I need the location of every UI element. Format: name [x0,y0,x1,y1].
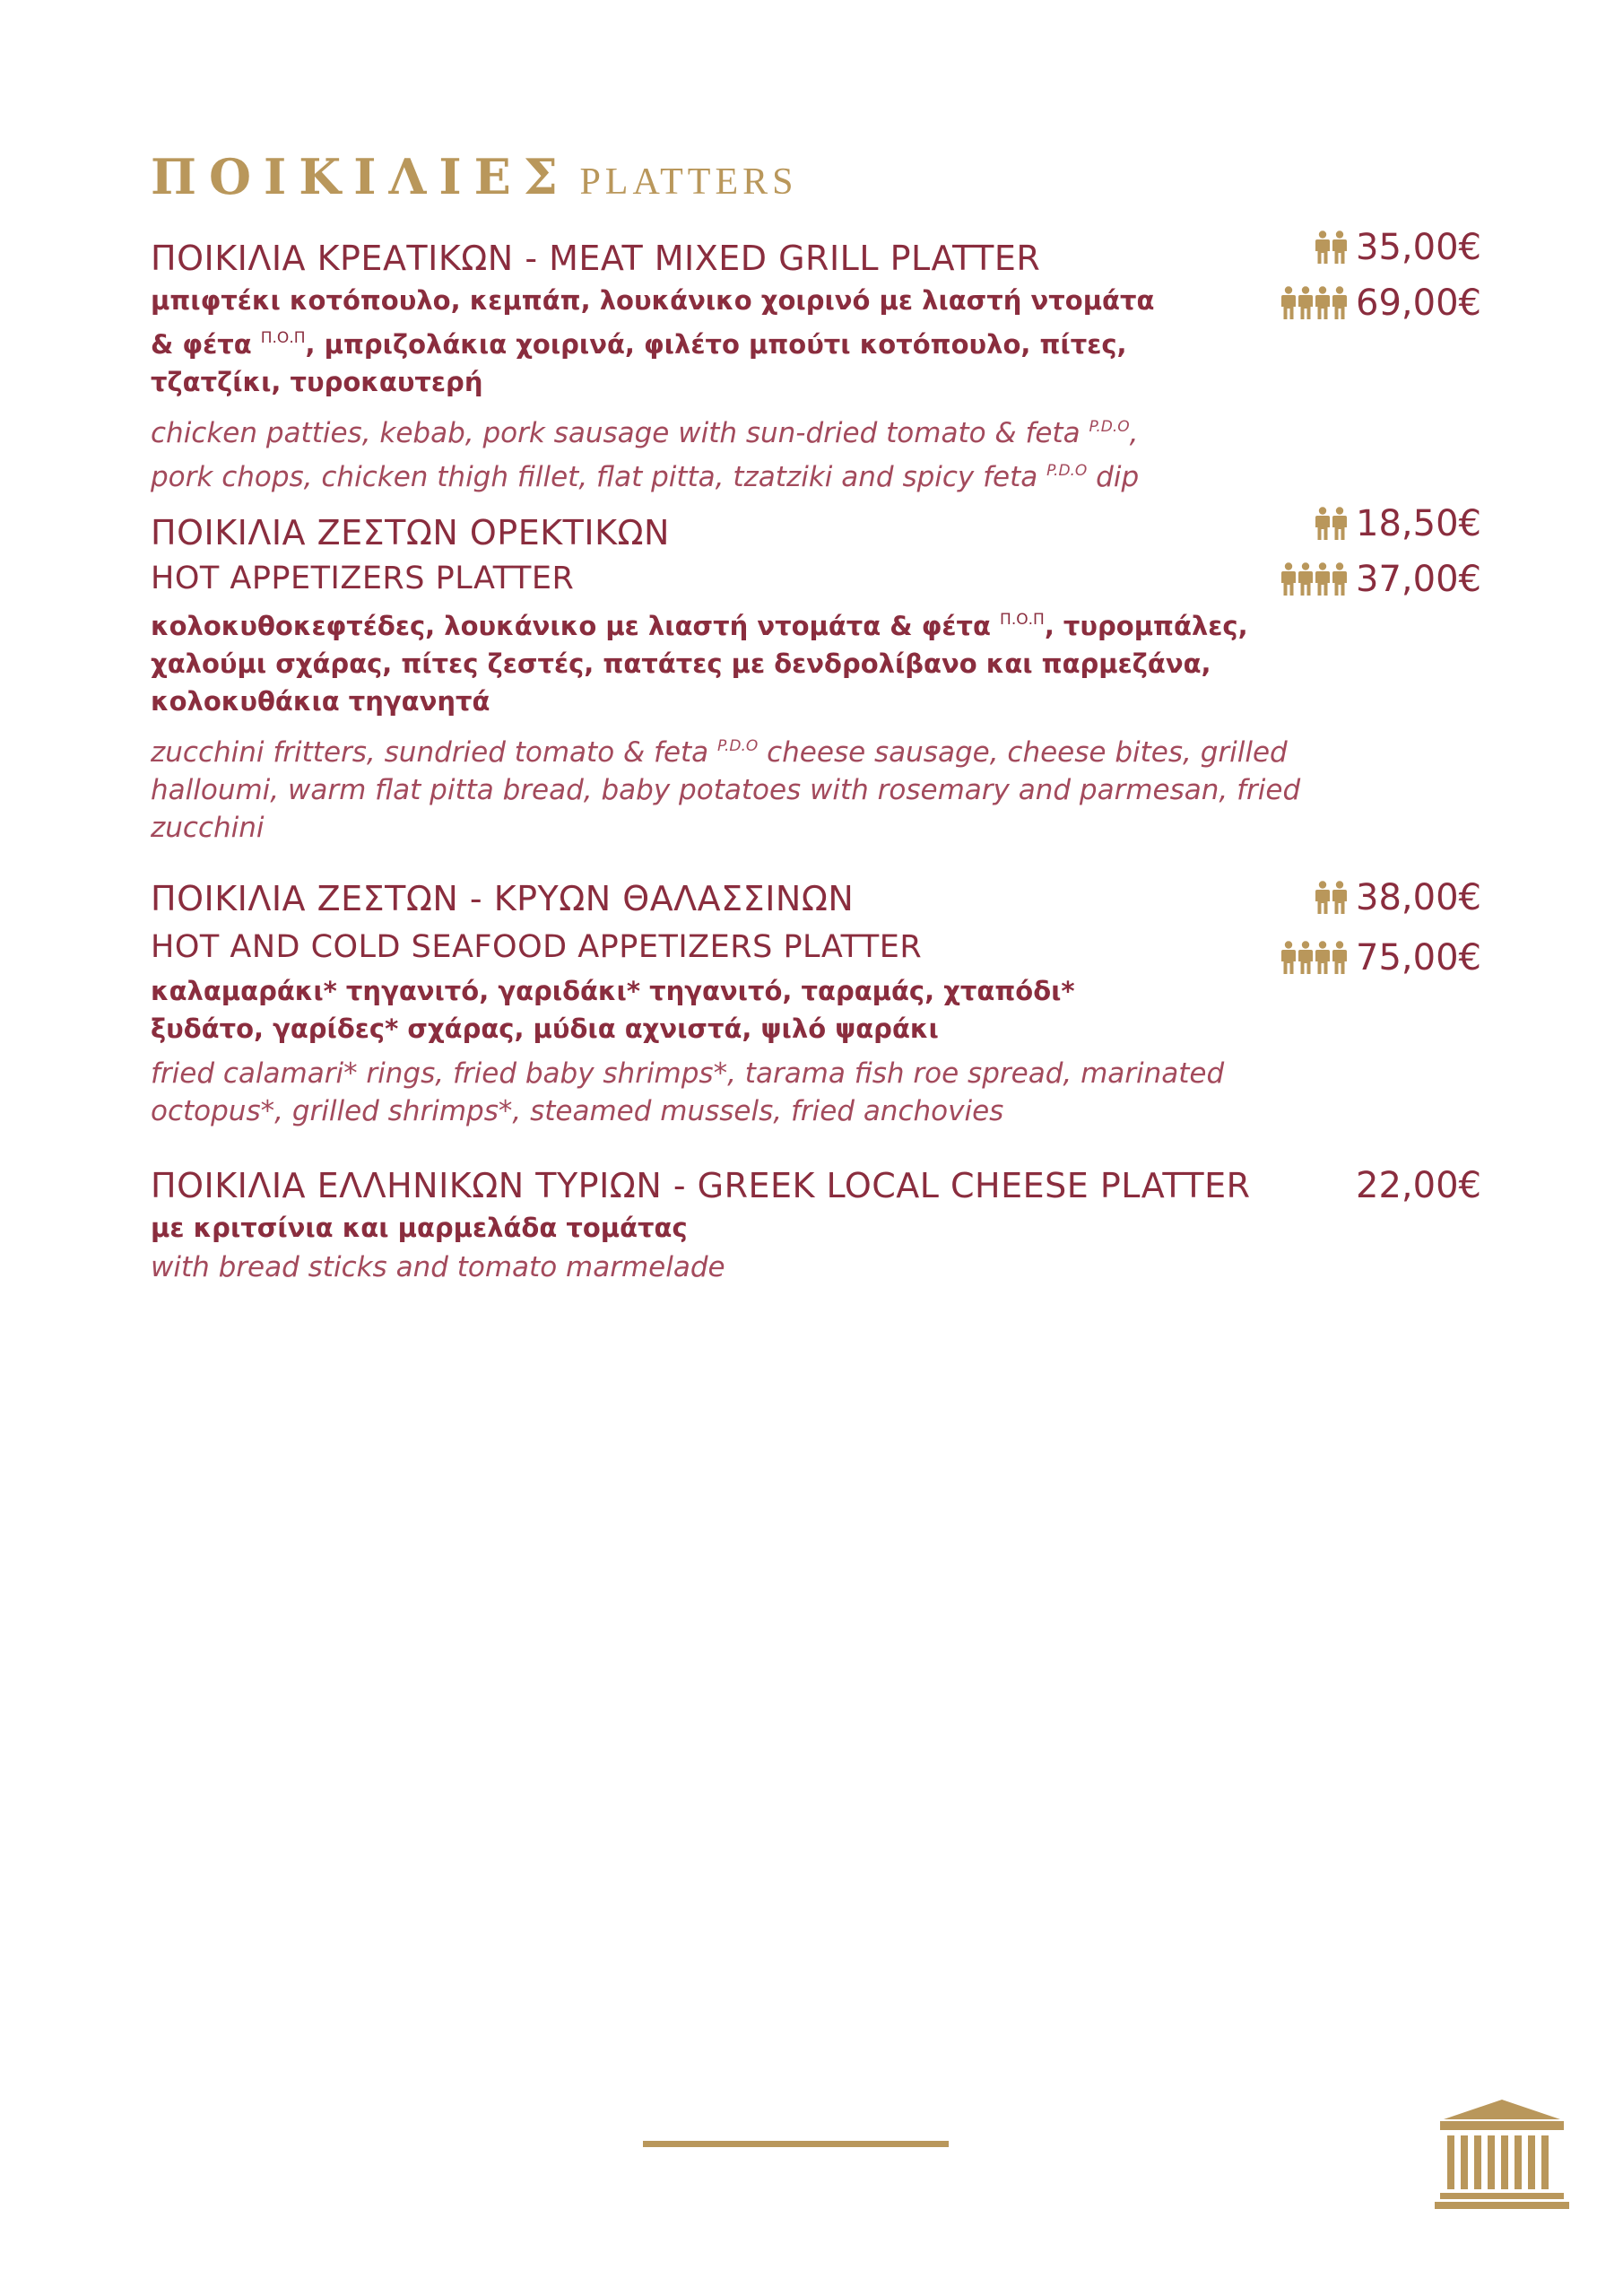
person-icon [1332,507,1347,541]
item-subtitle: HOT AND COLD SEAFOOD APPETIZERS PLATTER [151,929,923,965]
item-prices [1281,220,1481,331]
menu-item-cheese-platter [151,1162,1496,1286]
price-4-persons: 75,00€ [1356,937,1481,978]
item-description-english: fried calamari* rings, fried baby shrimps*, tarama fish roe spread, marinated octopus*, grilled shrimps*, steamed mussels, fried anchovies [151,1057,1225,1127]
person-icon [1332,941,1347,975]
price-4-persons: 37,00€ [1356,559,1481,600]
two-persons-icon [1315,507,1347,541]
price-2-persons: 35,00€ [1356,227,1481,268]
item-prices [1281,496,1481,607]
price-row-2-persons [1281,496,1481,552]
section-heading [151,148,797,205]
price: 22,00€ [1356,1165,1481,1206]
price-row-2-persons [1281,870,1481,926]
person-icon [1332,562,1347,596]
price-row-4-persons [1281,275,1481,331]
person-icon [1298,562,1313,596]
person-icon [1315,230,1330,265]
person-icon [1298,286,1313,320]
person-icon [1315,507,1330,541]
person-icon [1298,941,1313,975]
two-persons-icon [1315,230,1347,265]
item-subtitle: HOT APPETIZERS PLATTER [151,561,575,596]
item-description-english: zucchini fritters, sundried tomato & feta $^{P.D.O}$ cheese sausage, cheese bites, grilled halloumi, warm flat pitta bread, baby potatoes with rosemary and parmesan, fried zucchini [151,736,1301,844]
four-persons-icon [1281,562,1347,596]
item-description-greek: κολοκυθοκεφτέδες, λουκάνικο με λιαστή ντομάτα & φέτα $^{\Pi.O.\Pi}$, τυρομπάλες, χαλούμι σχάρας, πίτες ζεστές, πατάτες με δενδρολίβανο και παρμεζάνα, κολοκυθάκια τηγανητά [151,611,1248,717]
four-persons-icon [1281,286,1347,320]
item-description-english: chicken patties, kebab, pork sausage with sun-dried tomato & feta $^{P.D.O}$, pork chops, chicken thigh fillet, flat pitta, tzatziki and spicy feta $^{P.D.O}$ dip [151,417,1140,493]
two-persons-icon [1315,881,1347,915]
person-icon [1315,562,1330,596]
item-title: ΠΟΙΚΙΛΙΑ ΖΕΣΤΩΝ ΟΡΕΚΤΙΚΩΝ [151,513,670,552]
person-icon [1315,881,1330,915]
section-title-greek: ΠΟΙΚΙΛΙΕΣ [151,148,570,205]
person-icon [1281,562,1296,596]
item-description-greek: καλαμαράκι* τηγανιτό, γαριδάκι* τηγανιτό, ταραμάς, χταπόδι* ξυδάτο, γαρίδες* σχάρας, μύδια αχνιστά, ψιλό ψαράκι [151,976,1075,1044]
person-icon [1281,286,1296,320]
person-icon [1332,230,1347,265]
person-icon [1332,286,1347,320]
item-description-greek: μπιφτέκι κοτόπουλο, κεμπάπ, λουκάνικο χοιρινό με λιαστή ντομάτα & φέτα $^{\Pi.O.\Pi}$, μπριζολάκια χοιρινά, φιλέτο μπούτι κοτόπουλο, πίτες, τζατζίκι, τυροκαυτερή [151,285,1155,397]
person-icon [1332,881,1347,915]
person-icon [1315,286,1330,320]
temple-icon [1435,2094,1569,2211]
price-row-2-persons [1281,220,1481,275]
item-description-greek: με κριτσίνια και μαρμελάδα τομάτας [151,1213,688,1243]
footer-divider [643,2141,949,2147]
item-title: ΠΟΙΚΙΛΙΑ ΕΛΛΗΝΙΚΩΝ ΤΥΡΙΩΝ - GREEK LOCAL CHEESE PLATTER [151,1166,1251,1205]
price-row [1356,1158,1481,1213]
person-icon [1315,941,1330,975]
price-4-persons: 69,00€ [1356,283,1481,324]
four-persons-icon [1281,941,1347,975]
person-icon [1281,941,1296,975]
item-title: ΠΟΙΚΙΛΙΑ ΖΕΣΤΩΝ - ΚΡΥΩΝ ΘΑΛΑΣΣΙΝΩΝ [151,879,855,918]
price-row-4-persons [1281,926,1481,990]
price-2-persons: 18,50€ [1356,503,1481,544]
price-row-4-persons [1281,552,1481,607]
section-title-english: PLATTERS [579,161,798,203]
price-2-persons: 38,00€ [1356,877,1481,918]
item-title: ΠΟΙΚΙΛΙΑ ΚΡΕΑΤΙΚΩΝ - MEAT MIXED GRILL PLATTER [151,239,1041,278]
item-description-english: with bread sticks and tomato marmelade [151,1251,725,1283]
item-prices [1356,1158,1481,1213]
item-prices [1281,870,1481,990]
